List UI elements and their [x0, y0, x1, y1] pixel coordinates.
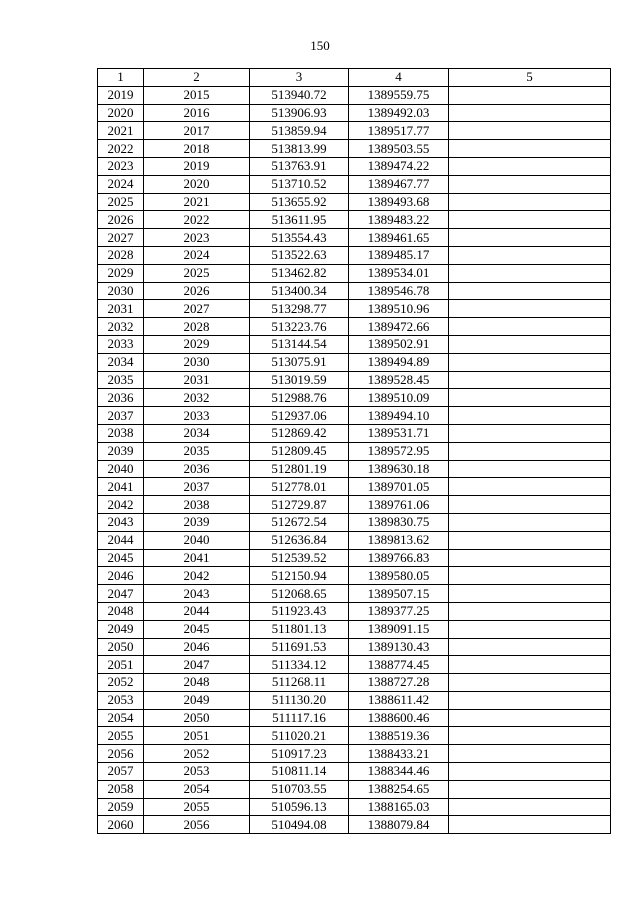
table-row: [98, 246, 611, 264]
cell-note: [449, 513, 611, 531]
cell-coordinate-x: 510596.13: [250, 798, 349, 816]
cell-coordinate-x: 513655.92: [250, 193, 349, 211]
cell-point-number: 2057: [98, 763, 144, 781]
cell-coordinate-y: 1388611.42: [349, 691, 449, 709]
cell-point-number: 2050: [98, 638, 144, 656]
table-row: [98, 460, 611, 478]
table-row: [98, 389, 611, 407]
cell-point-number: 2029: [98, 264, 144, 282]
cell-note: [449, 531, 611, 549]
cell-coordinate-y: 1389546.78: [349, 282, 449, 300]
cell-coordinate-y: 1389377.25: [349, 602, 449, 620]
cell-coordinate-y: 1389517.77: [349, 122, 449, 140]
cell-point-number: 2027: [98, 229, 144, 247]
cell-coordinate-y: 1389701.05: [349, 478, 449, 496]
cell-note: [449, 602, 611, 620]
cell-coordinate-y: 1389091.15: [349, 620, 449, 638]
cell-point-number: 2043: [98, 513, 144, 531]
cell-note: [449, 585, 611, 603]
cell-coordinate-y: 1388727.28: [349, 674, 449, 692]
cell-note: [449, 745, 611, 763]
cell-note: [449, 193, 611, 211]
cell-sequence-number: 2042: [144, 567, 250, 585]
cell-note: [449, 211, 611, 229]
cell-point-number: 2032: [98, 318, 144, 336]
cell-point-number: 2038: [98, 424, 144, 442]
cell-sequence-number: 2021: [144, 193, 250, 211]
cell-sequence-number: 2049: [144, 691, 250, 709]
cell-coordinate-x: 513075.91: [250, 353, 349, 371]
cell-coordinate-y: 1389461.65: [349, 229, 449, 247]
table-row: [98, 602, 611, 620]
cell-point-number: 2039: [98, 442, 144, 460]
cell-note: [449, 496, 611, 514]
cell-note: [449, 122, 611, 140]
cell-note: [449, 140, 611, 158]
cell-note: [449, 798, 611, 816]
cell-point-number: 2056: [98, 745, 144, 763]
cell-coordinate-x: 513906.93: [250, 104, 349, 122]
cell-coordinate-x: 513554.43: [250, 229, 349, 247]
cell-point-number: 2022: [98, 140, 144, 158]
cell-coordinate-x: 512869.42: [250, 424, 349, 442]
page-number: 150: [310, 38, 330, 53]
cell-note: [449, 229, 611, 247]
cell-point-number: 2021: [98, 122, 144, 140]
cell-coordinate-y: 1388344.46: [349, 763, 449, 781]
cell-coordinate-y: 1389572.95: [349, 442, 449, 460]
table-row: [98, 300, 611, 318]
cell-point-number: 2054: [98, 709, 144, 727]
cell-coordinate-y: 1388079.84: [349, 816, 449, 834]
cell-point-number: 2020: [98, 104, 144, 122]
cell-point-number: 2044: [98, 531, 144, 549]
coordinates-table: [97, 68, 611, 834]
cell-coordinate-y: 1389493.68: [349, 193, 449, 211]
table-row: [98, 442, 611, 460]
cell-sequence-number: 2051: [144, 727, 250, 745]
cell-note: [449, 727, 611, 745]
cell-coordinate-y: 1389485.17: [349, 246, 449, 264]
table-row: [98, 496, 611, 514]
cell-point-number: 2019: [98, 86, 144, 104]
cell-note: [449, 104, 611, 122]
cell-point-number: 2036: [98, 389, 144, 407]
cell-point-number: 2041: [98, 478, 144, 496]
column-header-1: 1: [98, 69, 144, 87]
cell-coordinate-x: 512068.65: [250, 585, 349, 603]
cell-sequence-number: 2046: [144, 638, 250, 656]
cell-coordinate-x: 513813.99: [250, 140, 349, 158]
cell-point-number: 2035: [98, 371, 144, 389]
cell-note: [449, 300, 611, 318]
table-row: [98, 193, 611, 211]
cell-coordinate-x: 510703.55: [250, 780, 349, 798]
cell-coordinate-x: 511691.53: [250, 638, 349, 656]
cell-sequence-number: 2037: [144, 478, 250, 496]
cell-coordinate-y: 1388774.45: [349, 656, 449, 674]
cell-coordinate-y: 1389761.06: [349, 496, 449, 514]
table-row: [98, 407, 611, 425]
cell-point-number: 2037: [98, 407, 144, 425]
cell-coordinate-x: 513144.54: [250, 335, 349, 353]
table-row: [98, 264, 611, 282]
cell-coordinate-x: 512672.54: [250, 513, 349, 531]
cell-point-number: 2047: [98, 585, 144, 603]
cell-coordinate-y: 1388433.21: [349, 745, 449, 763]
table-header: [98, 69, 611, 87]
cell-note: [449, 335, 611, 353]
cell-coordinate-x: 513611.95: [250, 211, 349, 229]
cell-note: [449, 264, 611, 282]
cell-point-number: 2052: [98, 674, 144, 692]
cell-coordinate-x: 512729.87: [250, 496, 349, 514]
cell-point-number: 2059: [98, 798, 144, 816]
cell-sequence-number: 2054: [144, 780, 250, 798]
cell-coordinate-y: 1389534.01: [349, 264, 449, 282]
cell-coordinate-x: 511020.21: [250, 727, 349, 745]
cell-coordinate-x: 512778.01: [250, 478, 349, 496]
cell-note: [449, 709, 611, 727]
cell-coordinate-y: 1388254.65: [349, 780, 449, 798]
cell-coordinate-x: 513462.82: [250, 264, 349, 282]
cell-coordinate-x: 513859.94: [250, 122, 349, 140]
cell-coordinate-y: 1389630.18: [349, 460, 449, 478]
cell-coordinate-x: 511268.11: [250, 674, 349, 692]
cell-point-number: 2049: [98, 620, 144, 638]
cell-coordinate-y: 1388600.46: [349, 709, 449, 727]
cell-sequence-number: 2015: [144, 86, 250, 104]
cell-coordinate-x: 513522.63: [250, 246, 349, 264]
cell-coordinate-x: 512809.45: [250, 442, 349, 460]
cell-coordinate-y: 1389472.66: [349, 318, 449, 336]
cell-sequence-number: 2055: [144, 798, 250, 816]
cell-sequence-number: 2039: [144, 513, 250, 531]
cell-point-number: 2033: [98, 335, 144, 353]
cell-coordinate-y: 1389830.75: [349, 513, 449, 531]
cell-coordinate-y: 1389492.03: [349, 104, 449, 122]
cell-sequence-number: 2041: [144, 549, 250, 567]
cell-note: [449, 816, 611, 834]
cell-coordinate-x: 513223.76: [250, 318, 349, 336]
cell-coordinate-y: 1389528.45: [349, 371, 449, 389]
cell-note: [449, 157, 611, 175]
table-row: [98, 371, 611, 389]
cell-coordinate-x: 513710.52: [250, 175, 349, 193]
cell-coordinate-y: 1389483.22: [349, 211, 449, 229]
cell-note: [449, 282, 611, 300]
cell-sequence-number: 2020: [144, 175, 250, 193]
cell-coordinate-y: 1388519.36: [349, 727, 449, 745]
table-row: [98, 318, 611, 336]
cell-note: [449, 656, 611, 674]
cell-sequence-number: 2030: [144, 353, 250, 371]
cell-sequence-number: 2043: [144, 585, 250, 603]
cell-sequence-number: 2019: [144, 157, 250, 175]
cell-sequence-number: 2044: [144, 602, 250, 620]
cell-coordinate-x: 512150.94: [250, 567, 349, 585]
cell-coordinate-y: 1389766.83: [349, 549, 449, 567]
cell-coordinate-y: 1389531.71: [349, 424, 449, 442]
cell-coordinate-x: 513400.34: [250, 282, 349, 300]
cell-note: [449, 86, 611, 104]
cell-note: [449, 175, 611, 193]
column-header-5: 5: [449, 69, 611, 87]
cell-coordinate-y: 1389503.55: [349, 140, 449, 158]
cell-point-number: 2024: [98, 175, 144, 193]
table-row: [98, 211, 611, 229]
table-row: [98, 478, 611, 496]
cell-note: [449, 442, 611, 460]
cell-coordinate-x: 513940.72: [250, 86, 349, 104]
cell-note: [449, 763, 611, 781]
cell-sequence-number: 2047: [144, 656, 250, 674]
cell-point-number: 2045: [98, 549, 144, 567]
table-row: [98, 122, 611, 140]
cell-point-number: 2048: [98, 602, 144, 620]
column-header-3: 3: [250, 69, 349, 87]
cell-sequence-number: 2028: [144, 318, 250, 336]
cell-sequence-number: 2050: [144, 709, 250, 727]
cell-coordinate-y: 1389510.09: [349, 389, 449, 407]
table-row: [98, 798, 611, 816]
cell-coordinate-x: 511923.43: [250, 602, 349, 620]
cell-sequence-number: 2031: [144, 371, 250, 389]
table-row: [98, 727, 611, 745]
table-row: [98, 424, 611, 442]
cell-point-number: 2051: [98, 656, 144, 674]
table-row: [98, 86, 611, 104]
table-row: [98, 816, 611, 834]
cell-sequence-number: 2026: [144, 282, 250, 300]
cell-point-number: 2025: [98, 193, 144, 211]
cell-point-number: 2023: [98, 157, 144, 175]
cell-note: [449, 460, 611, 478]
cell-point-number: 2040: [98, 460, 144, 478]
table-row: [98, 691, 611, 709]
cell-point-number: 2058: [98, 780, 144, 798]
table-row: [98, 175, 611, 193]
cell-coordinate-y: 1389494.10: [349, 407, 449, 425]
cell-note: [449, 389, 611, 407]
table-row: [98, 335, 611, 353]
cell-note: [449, 780, 611, 798]
cell-sequence-number: 2027: [144, 300, 250, 318]
table-row: [98, 638, 611, 656]
cell-sequence-number: 2024: [144, 246, 250, 264]
cell-sequence-number: 2022: [144, 211, 250, 229]
cell-point-number: 2031: [98, 300, 144, 318]
cell-sequence-number: 2033: [144, 407, 250, 425]
table-row: [98, 656, 611, 674]
cell-note: [449, 371, 611, 389]
cell-coordinate-y: 1389559.75: [349, 86, 449, 104]
cell-note: [449, 674, 611, 692]
cell-note: [449, 567, 611, 585]
table-row: [98, 620, 611, 638]
cell-coordinate-x: 512801.19: [250, 460, 349, 478]
cell-sequence-number: 2052: [144, 745, 250, 763]
cell-coordinate-x: 513019.59: [250, 371, 349, 389]
cell-note: [449, 549, 611, 567]
table-row: [98, 585, 611, 603]
cell-coordinate-y: 1389474.22: [349, 157, 449, 175]
cell-point-number: 2053: [98, 691, 144, 709]
cell-sequence-number: 2040: [144, 531, 250, 549]
cell-sequence-number: 2029: [144, 335, 250, 353]
cell-coordinate-x: 510917.23: [250, 745, 349, 763]
cell-coordinate-y: 1389510.96: [349, 300, 449, 318]
cell-coordinate-y: 1389467.77: [349, 175, 449, 193]
cell-coordinate-x: 512539.52: [250, 549, 349, 567]
table-row: [98, 531, 611, 549]
table-row: [98, 104, 611, 122]
table-body: [98, 86, 611, 833]
cell-coordinate-x: 513763.91: [250, 157, 349, 175]
table-row: [98, 549, 611, 567]
table-row: [98, 745, 611, 763]
cell-coordinate-x: 512988.76: [250, 389, 349, 407]
table-row: [98, 140, 611, 158]
cell-sequence-number: 2023: [144, 229, 250, 247]
cell-coordinate-y: 1389507.15: [349, 585, 449, 603]
cell-coordinate-x: 512636.84: [250, 531, 349, 549]
cell-point-number: 2046: [98, 567, 144, 585]
cell-note: [449, 691, 611, 709]
cell-sequence-number: 2018: [144, 140, 250, 158]
cell-coordinate-y: 1388165.03: [349, 798, 449, 816]
cell-note: [449, 407, 611, 425]
cell-coordinate-y: 1389494.89: [349, 353, 449, 371]
cell-coordinate-x: 512937.06: [250, 407, 349, 425]
table-row: [98, 353, 611, 371]
table-row: [98, 674, 611, 692]
cell-coordinate-x: 510811.14: [250, 763, 349, 781]
table-row: [98, 157, 611, 175]
cell-sequence-number: 2036: [144, 460, 250, 478]
cell-sequence-number: 2025: [144, 264, 250, 282]
cell-note: [449, 353, 611, 371]
column-header-2: 2: [144, 69, 250, 87]
cell-point-number: 2055: [98, 727, 144, 745]
cell-coordinate-x: 511130.20: [250, 691, 349, 709]
cell-coordinate-x: 510494.08: [250, 816, 349, 834]
cell-point-number: 2028: [98, 246, 144, 264]
cell-note: [449, 318, 611, 336]
cell-sequence-number: 2032: [144, 389, 250, 407]
cell-point-number: 2034: [98, 353, 144, 371]
column-header-4: 4: [349, 69, 449, 87]
cell-coordinate-x: 511801.13: [250, 620, 349, 638]
cell-note: [449, 620, 611, 638]
cell-sequence-number: 2045: [144, 620, 250, 638]
table-row: [98, 763, 611, 781]
cell-sequence-number: 2056: [144, 816, 250, 834]
cell-note: [449, 638, 611, 656]
cell-note: [449, 424, 611, 442]
cell-sequence-number: 2016: [144, 104, 250, 122]
table-row: [98, 513, 611, 531]
cell-coordinate-x: 511334.12: [250, 656, 349, 674]
table-row: [98, 709, 611, 727]
cell-point-number: 2026: [98, 211, 144, 229]
cell-point-number: 2030: [98, 282, 144, 300]
cell-coordinate-y: 1389813.62: [349, 531, 449, 549]
cell-coordinate-x: 513298.77: [250, 300, 349, 318]
cell-sequence-number: 2038: [144, 496, 250, 514]
table-row: [98, 567, 611, 585]
table-row: [98, 282, 611, 300]
table-row: [98, 780, 611, 798]
table-row: [98, 229, 611, 247]
cell-sequence-number: 2034: [144, 424, 250, 442]
cell-sequence-number: 2048: [144, 674, 250, 692]
cell-point-number: 2042: [98, 496, 144, 514]
cell-sequence-number: 2035: [144, 442, 250, 460]
cell-sequence-number: 2053: [144, 763, 250, 781]
cell-point-number: 2060: [98, 816, 144, 834]
cell-coordinate-y: 1389502.91: [349, 335, 449, 353]
cell-coordinate-y: 1389130.43: [349, 638, 449, 656]
cell-note: [449, 478, 611, 496]
cell-note: [449, 246, 611, 264]
cell-coordinate-y: 1389580.05: [349, 567, 449, 585]
header-row: [98, 69, 611, 87]
cell-sequence-number: 2017: [144, 122, 250, 140]
cell-coordinate-x: 511117.16: [250, 709, 349, 727]
